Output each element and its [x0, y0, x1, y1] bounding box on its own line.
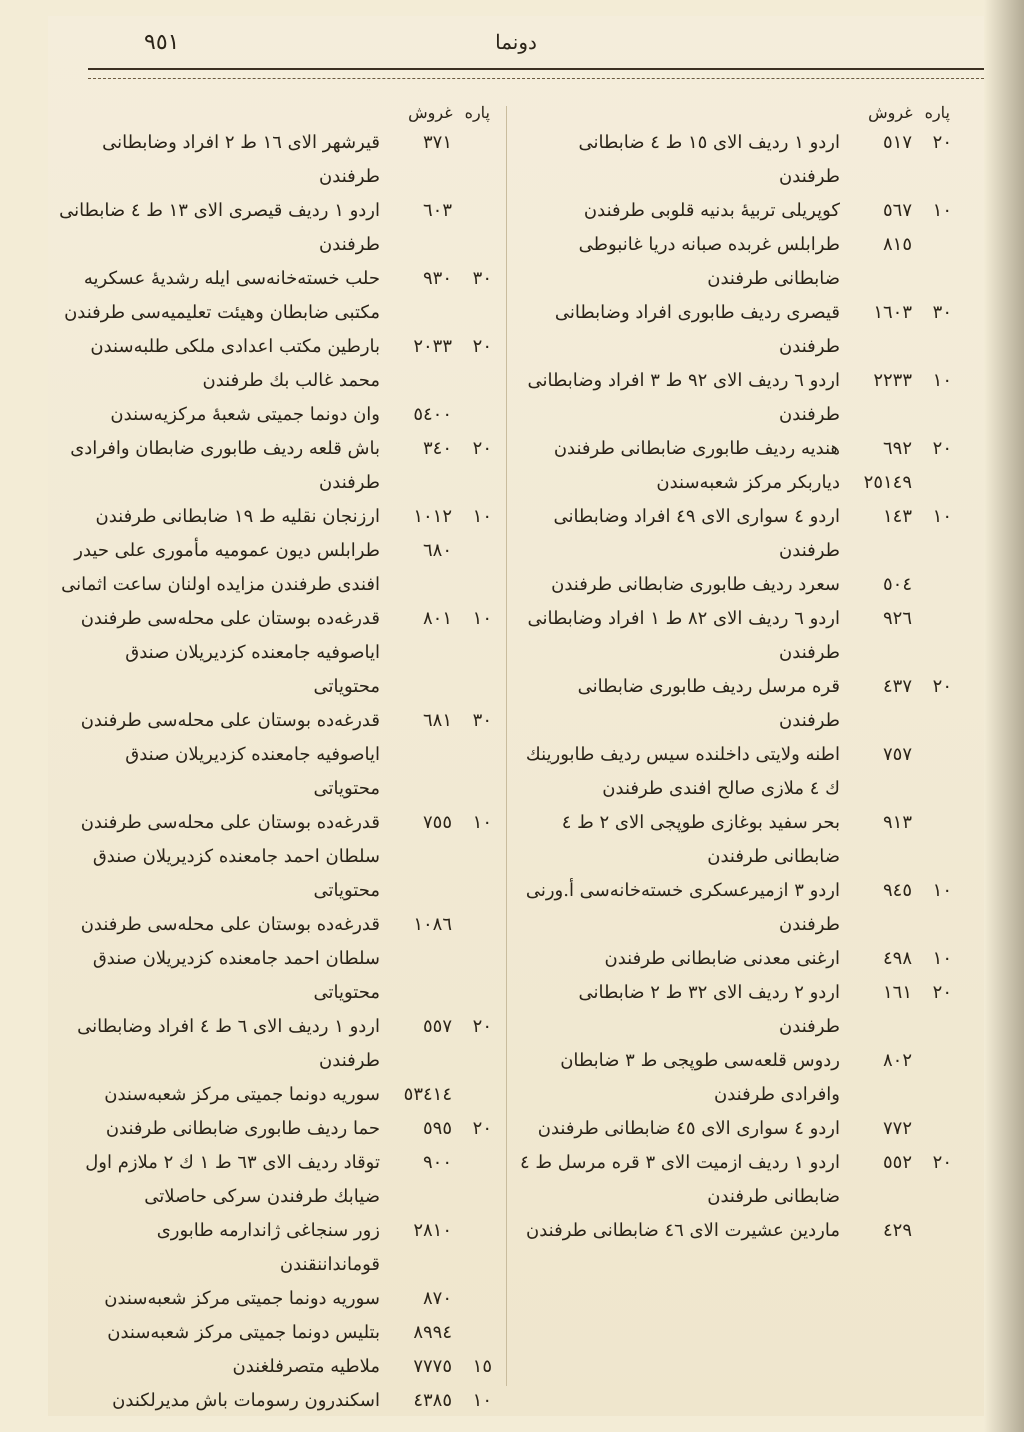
kurus-amount: ٣٤٠	[422, 438, 452, 459]
kurus-amount: ٤٢٩	[882, 1220, 912, 1241]
para-amount: ٣٠	[932, 302, 952, 323]
donation-entry	[518, 1112, 958, 1146]
kurus-amount: ٥٠٤	[882, 574, 912, 595]
donor-description: قدرغه‌ده بوستان على محله‌سى طرفندن اياصوفيه جامعنده كزديريلان صندق محتوياتى	[80, 710, 380, 799]
para-amount: ١٠	[932, 506, 952, 527]
donor-description: هنديه رديف طابورى ضابطانى طرفندن	[553, 438, 840, 459]
donation-entry	[58, 1146, 498, 1214]
donation-entry	[58, 398, 498, 432]
donor-description: ارزنجان نقليه ط ١٩ ضابطانى طرفندن	[95, 506, 380, 527]
donation-entry	[58, 194, 498, 262]
kurus-amount: ٢٥١٤٩	[863, 472, 912, 493]
donation-entry	[58, 704, 498, 806]
donation-entry	[518, 976, 958, 1044]
donor-description: سوريه دونما جميتى مركز شعبه‌سندن	[104, 1084, 380, 1105]
column-divider	[506, 106, 507, 1386]
para-amount: ٢٠	[932, 982, 952, 1003]
donation-entry	[518, 1214, 958, 1248]
donor-description: اردو ٣ ازميرعسكرى خسته‌خانه‌سى أ.ورنى طرفندن	[525, 880, 840, 935]
donor-description: قيرشهر الاى ١٦ ط ٢ افراد وضابطانى طرفندن	[102, 132, 380, 187]
donation-entry	[58, 534, 498, 602]
donation-entry	[58, 432, 498, 500]
donor-description: اردو ٦ رديف الاى ٩٢ ط ٣ افراد وضابطانى طرفندن	[527, 370, 840, 425]
kurus-amount: ٨١٥	[882, 234, 912, 255]
donor-description: ارغنى معدنى ضابطانى طرفندن	[604, 948, 840, 969]
donation-entry	[518, 874, 958, 942]
donor-description: اردو ٤ سوارى الاى ٤٩ افراد وضابطانى طرفندن	[553, 506, 840, 561]
donor-description: ماردين عشيرت الاى ٤٦ ضابطانى طرفندن	[526, 1220, 840, 1241]
donation-entry	[518, 296, 958, 364]
para-header: پاره	[924, 103, 950, 122]
left-column	[58, 96, 498, 1418]
kurus-amount: ١٠١٢	[413, 506, 452, 527]
donor-description: ردوس قلعه‌سى طوپجى ط ٣ ضابطان وافرادى طرفندن	[560, 1050, 840, 1105]
donation-entry	[58, 1350, 498, 1384]
page-header	[48, 16, 984, 64]
kurus-amount: ٥٩٥	[422, 1118, 452, 1139]
donor-description: قيصرى رديف طابورى افراد وضابطانى طرفندن	[554, 302, 840, 357]
para-amount: ٢٠	[472, 336, 492, 357]
kurus-amount: ٩١٣	[882, 812, 912, 833]
donation-entry	[58, 806, 498, 908]
kurus-amount: ١٤٣	[882, 506, 912, 527]
para-amount: ١٠	[932, 880, 952, 901]
kurus-amount: ٥١٧	[882, 132, 912, 153]
entry-list	[58, 126, 498, 1418]
kurus-amount: ٥٥٢	[882, 1152, 912, 1173]
donor-description: حلب خسته‌خانه‌سى ايله رشديهٔ عسكريه مكتبى ضابطان وهيئت تعليميه‌سى طرفندن	[64, 268, 380, 323]
donation-entry	[518, 1146, 958, 1214]
donor-description: اردو ١ رديف الاى ٦ ط ٤ افراد وضابطانى طرفندن	[77, 1016, 380, 1071]
kurus-amount: ٤٣٧	[882, 676, 912, 697]
donor-description: طرابلس ديون عموميه مأمورى على حيدر افندى طرفندن مزايده اولنان ساعت اثمانى	[61, 540, 380, 595]
kurus-amount: ٨٠١	[422, 608, 452, 629]
donation-entry	[58, 500, 498, 534]
donor-description: كوپريلى تربيهٔ بدنيه قلوبى طرفندن	[583, 200, 840, 221]
kurus-amount: ٩٢٦	[882, 608, 912, 629]
para-amount: ٢٠	[932, 132, 952, 153]
donation-entry	[58, 1316, 498, 1350]
kurus-header: غروش	[868, 103, 913, 122]
right-column	[518, 96, 958, 1248]
kurus-amount: ٤٣٨٥	[413, 1390, 452, 1411]
donor-description: دياربكر مركز شعبه‌سندن	[656, 472, 840, 493]
header-rule	[88, 68, 984, 79]
donor-description: اسكندرون رسومات باش مديرلكندن	[112, 1390, 380, 1411]
document-page	[48, 16, 984, 1416]
kurus-header: غروش	[408, 103, 453, 122]
para-header: پاره	[464, 103, 490, 122]
para-amount: ٢٠	[472, 1016, 492, 1037]
kurus-amount: ٢٠٣٣	[413, 336, 452, 357]
kurus-amount: ١٦١	[882, 982, 912, 1003]
kurus-amount: ٣٧١	[422, 132, 452, 153]
para-amount: ١٠	[932, 200, 952, 221]
kurus-amount: ١٦٠٣	[873, 302, 912, 323]
donation-entry	[58, 1078, 498, 1112]
para-amount: ١٠	[472, 812, 492, 833]
column-header	[518, 96, 958, 126]
para-amount: ٢٠	[932, 676, 952, 697]
donation-entry	[518, 228, 958, 296]
donor-description: وان دونما جميتى شعبهٔ مركزيه‌سندن	[110, 404, 380, 425]
donation-entry	[518, 194, 958, 228]
donor-description: قدرغه‌ده بوستان على محله‌سى طرفندن سلطان احمد جامعنده كزديريلان صندق محتوياتى	[80, 914, 380, 1003]
para-amount: ١٠	[932, 370, 952, 391]
donor-description: سعرد رديف طابورى ضابطانى طرفندن	[551, 574, 840, 595]
kurus-amount: ٨٩٩٤	[413, 1322, 452, 1343]
donation-entry	[58, 1282, 498, 1316]
page-number: ٩٥١	[144, 30, 180, 55]
kurus-amount: ٥٣٤١٤	[403, 1084, 452, 1105]
donor-description: اطنه ولايتى داخلنده سيس رديف طابورينك ك ٤ ملازى صالح افندى طرفندن	[525, 744, 840, 799]
donation-entry	[58, 602, 498, 704]
donation-entry	[518, 432, 958, 466]
para-amount: ٢٠	[932, 438, 952, 459]
donation-entry	[518, 126, 958, 194]
para-amount: ١٠	[472, 608, 492, 629]
kurus-amount: ٢٢٣٣	[873, 370, 912, 391]
kurus-amount: ٧٧٧٥	[413, 1356, 452, 1377]
para-amount: ١٥	[472, 1356, 492, 1377]
donation-entry	[58, 262, 498, 330]
entry-list	[518, 126, 958, 1248]
donation-entry	[518, 670, 958, 738]
kurus-amount: ٥٦٧	[882, 200, 912, 221]
donor-description: اردو ١ رديف ازميت الاى ٣ قره مرسل ط ٤ ضابطانى طرفندن	[520, 1152, 840, 1207]
donation-entry	[518, 364, 958, 432]
para-amount: ٢٠	[472, 1118, 492, 1139]
donor-description: بحر سفيد بوغازى طوپجى الاى ٢ ط ٤ ضابطانى طرفندن	[561, 812, 840, 867]
donation-entry	[518, 568, 958, 602]
kurus-amount: ٦٨١	[422, 710, 452, 731]
kurus-amount: ٩٤٥	[882, 880, 912, 901]
donation-entry	[58, 330, 498, 398]
donor-description: اردو ٢ رديف الاى ٣٢ ط ٢ ضابطانى طرفندن	[578, 982, 840, 1037]
donor-description: اردو ٤ سوارى الاى ٤٥ ضابطانى طرفندن	[537, 1118, 840, 1139]
donation-entry	[58, 1010, 498, 1078]
kurus-amount: ٦٠٣	[422, 200, 452, 221]
donation-entry	[58, 1384, 498, 1418]
donation-entry	[518, 500, 958, 568]
donor-description: توقاد رديف الاى ٦٣ ط ١ ك ٢ ملازم اول ضيابك طرفندن سركى حاصلاتى	[85, 1152, 380, 1207]
para-amount: ١٠	[472, 1390, 492, 1411]
donor-description: حما رديف طابورى ضابطانى طرفندن	[105, 1118, 380, 1139]
donation-entry	[518, 466, 958, 500]
column-header	[58, 96, 498, 126]
kurus-amount: ٧٧٢	[882, 1118, 912, 1139]
donor-description: باش قلعه رديف طابورى ضابطان وافرادى طرفندن	[70, 438, 380, 493]
kurus-amount: ٧٥٧	[882, 744, 912, 765]
kurus-amount: ٨٧٠	[422, 1288, 452, 1309]
kurus-amount: ٦٩٢	[882, 438, 912, 459]
kurus-amount: ٩٠٠	[422, 1152, 452, 1173]
donor-description: سوريه دونما جميتى مركز شعبه‌سندن	[104, 1288, 380, 1309]
kurus-amount: ٧٥٥	[422, 812, 452, 833]
donation-entry	[58, 1112, 498, 1146]
donor-description: طرابلس غربده صبانه دريا غانبوطى ضابطانى طرفندن	[578, 234, 840, 289]
para-amount: ٣٠	[472, 710, 492, 731]
para-amount: ٢٠	[472, 438, 492, 459]
kurus-amount: ٤٩٨	[882, 948, 912, 969]
donation-entry	[518, 806, 958, 874]
para-amount: ١٠	[932, 948, 952, 969]
kurus-amount: ٥٤٠٠	[413, 404, 452, 425]
donation-entry	[58, 1214, 498, 1282]
donor-description: بتليس دونما جميتى مركز شعبه‌سندن	[107, 1322, 380, 1343]
donation-entry	[58, 126, 498, 194]
donation-entry	[518, 602, 958, 670]
donor-description: ملاطيه متصرفلغندن	[232, 1356, 380, 1377]
donor-description: اردو ٦ رديف الاى ٨٢ ط ١ افراد وضابطانى طرفندن	[527, 608, 840, 663]
donation-entry	[518, 942, 958, 976]
donor-description: زور سنجاغى ژاندارمه طابورى قومانداننقندن	[156, 1220, 380, 1275]
kurus-amount: ٢٨١٠	[413, 1220, 452, 1241]
donor-description: قره مرسل رديف طابورى ضابطانى طرفندن	[577, 676, 840, 731]
donation-entry	[518, 1044, 958, 1112]
donor-description: قدرغه‌ده بوستان على محله‌سى طرفندن اياصوفيه جامعنده كزديريلان صندق محتوياتى	[80, 608, 380, 697]
para-amount: ٣٠	[472, 268, 492, 289]
kurus-amount: ٥٥٧	[422, 1016, 452, 1037]
kurus-amount: ٩٣٠	[422, 268, 452, 289]
donor-description: قدرغه‌ده بوستان على محله‌سى طرفندن سلطان احمد جامعنده كزديريلان صندق محتوياتى	[80, 812, 380, 901]
para-amount: ٢٠	[932, 1152, 952, 1173]
running-title: دونما	[495, 30, 537, 54]
kurus-amount: ٨٠٢	[882, 1050, 912, 1071]
para-amount: ١٠	[472, 506, 492, 527]
page-edge-shadow	[984, 0, 1024, 1432]
donor-description: اردو ١ رديف قيصرى الاى ١٣ ط ٤ ضابطانى طرفندن	[59, 200, 380, 255]
donation-entry	[58, 908, 498, 1010]
kurus-amount: ٦٨٠	[422, 540, 452, 561]
donation-entry	[518, 738, 958, 806]
donor-description: اردو ١ رديف الاى ١٥ ط ٤ ضابطانى طرفندن	[578, 132, 840, 187]
donor-description: بارطين مكتب اعدادى ملكى طلبه‌سندن محمد غالب بك طرفندن	[90, 336, 380, 391]
kurus-amount: ١٠٨٦	[413, 914, 452, 935]
